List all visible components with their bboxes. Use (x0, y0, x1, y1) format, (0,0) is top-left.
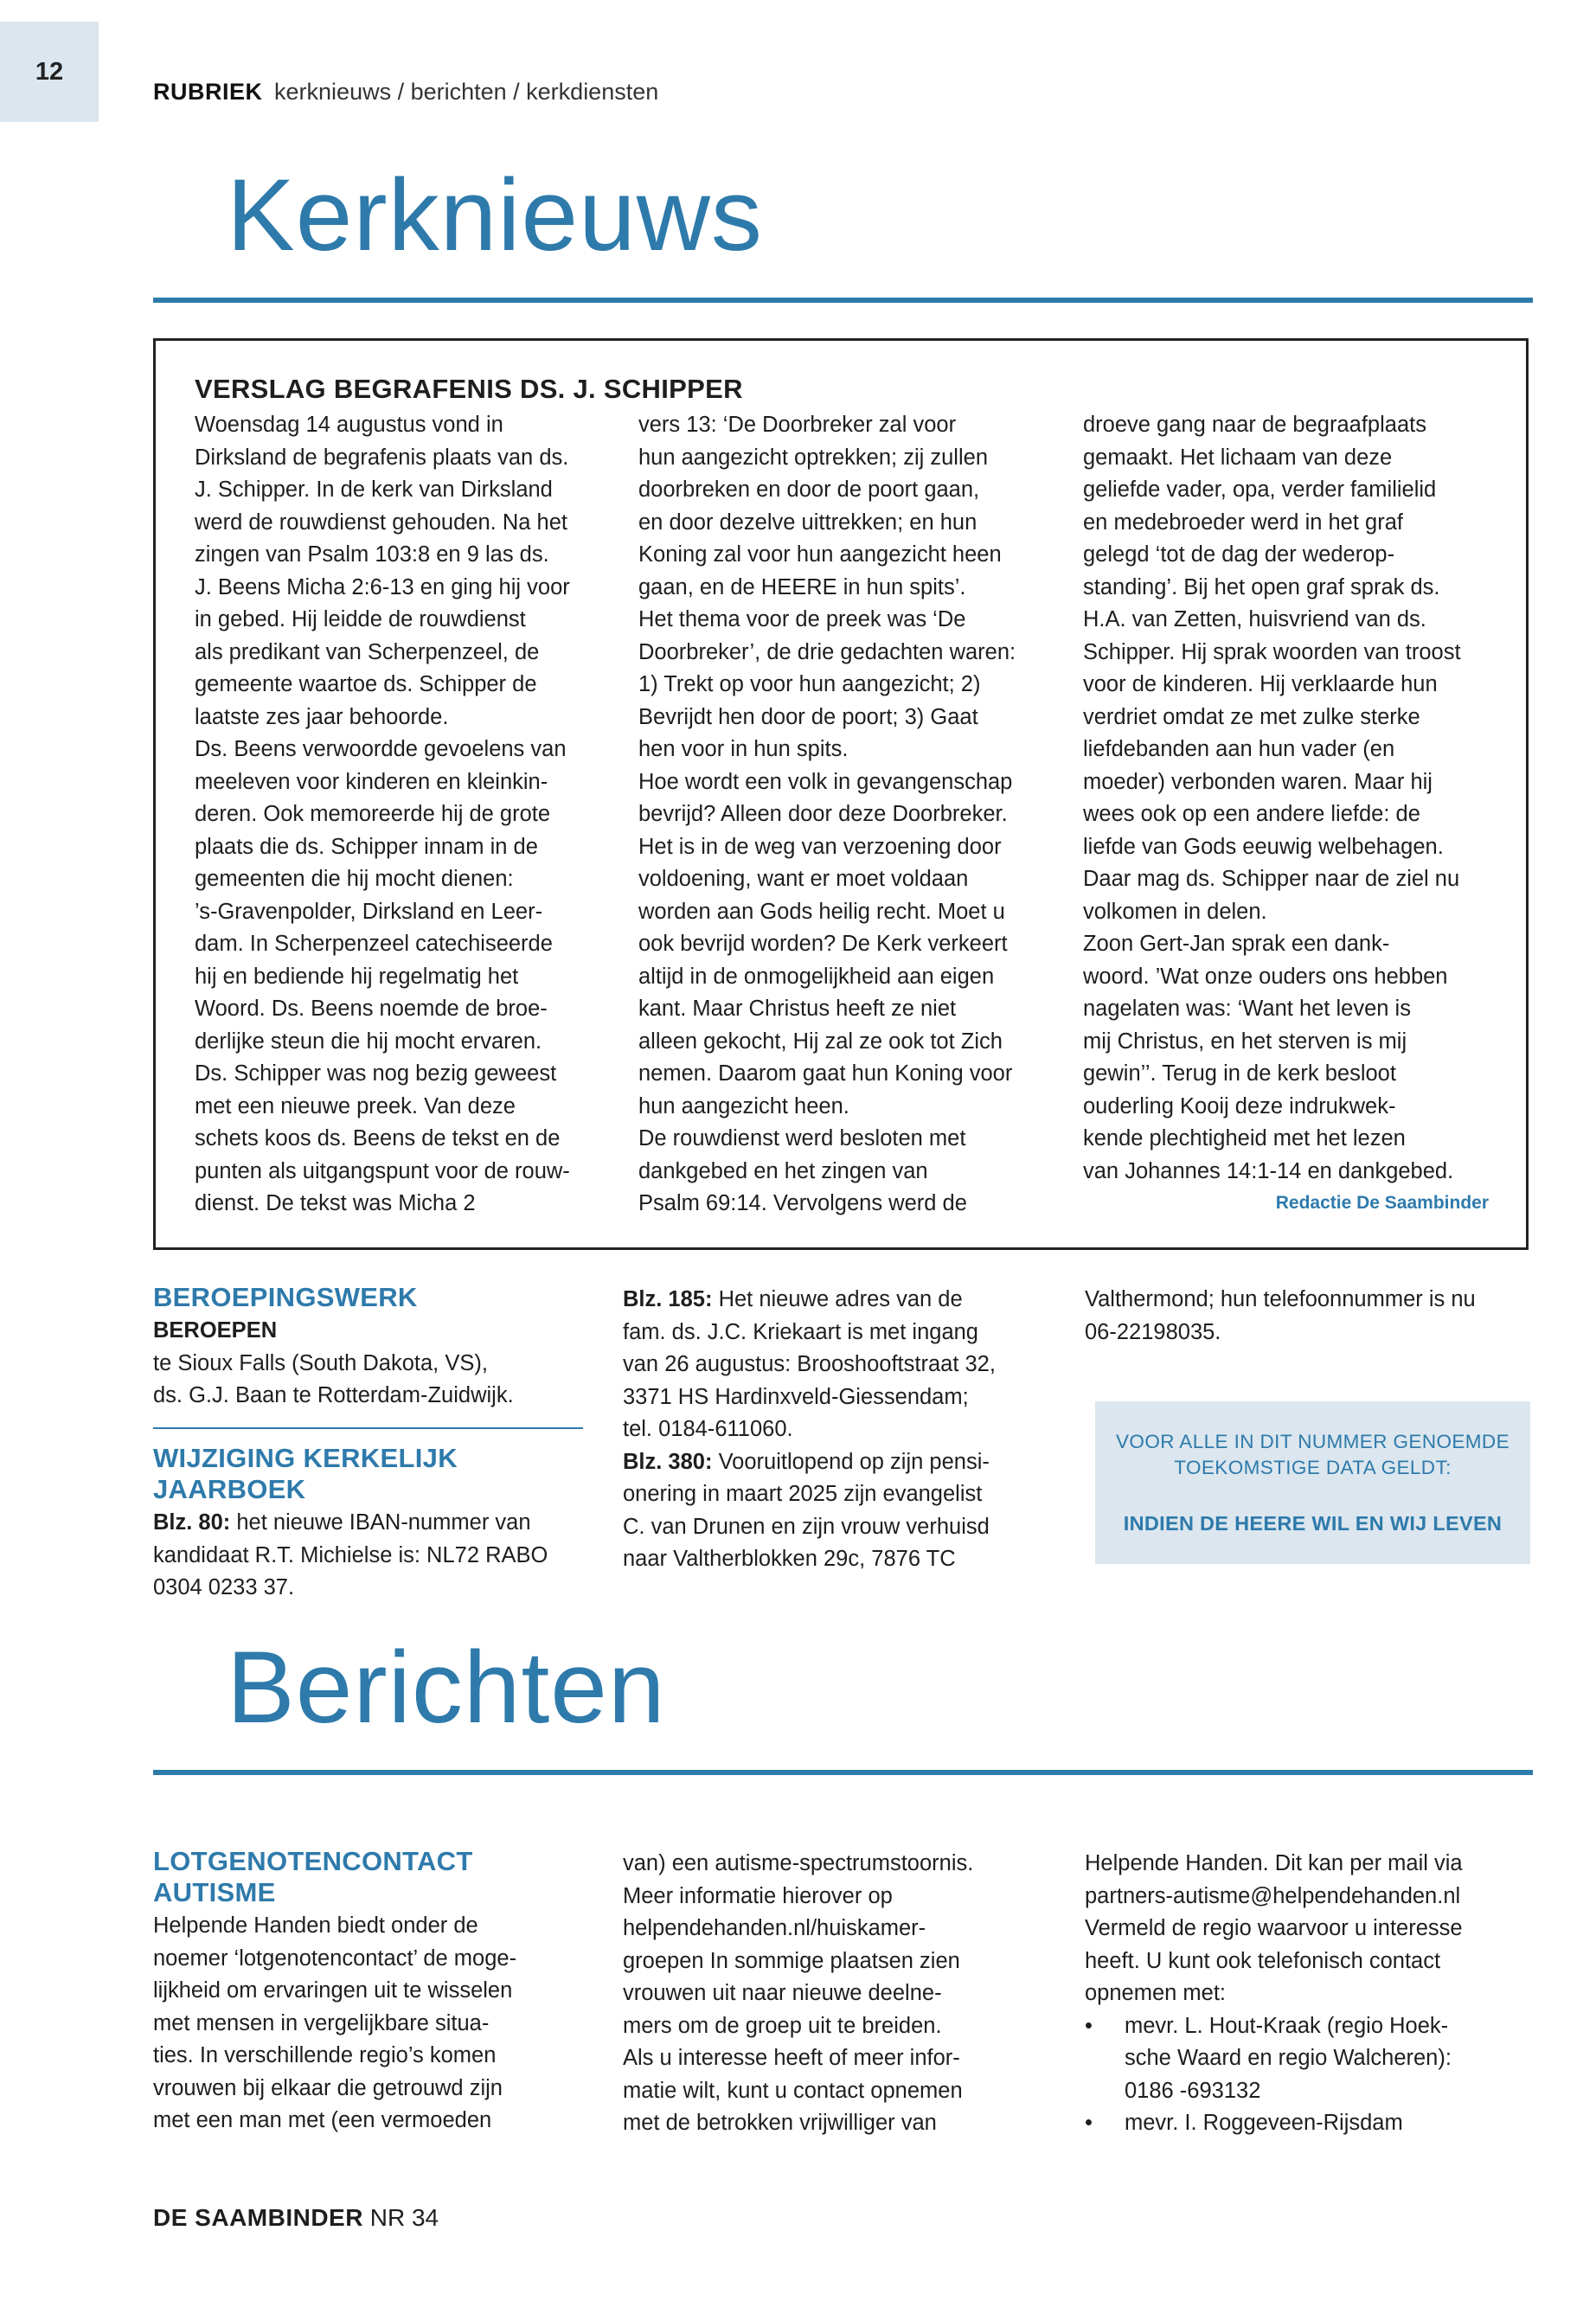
text-line: lijkheid om ervaringen uit te wisselen (153, 1978, 513, 2003)
text-line: Ds. Beens verwoordde gevoelens van (195, 737, 567, 761)
jaarboek-entry-185: Blz. 185: Het nieuwe adres van de fam. ds. J.C. Kriekaart is met ingang van 26 augustus: Brooshooftstraat 32, 3371 HS Hardinxveld-Giessendam; tel. 0184-611060. (623, 1284, 1064, 1446)
rubriek-breadcrumb (153, 79, 658, 106)
section-title-berichten: Berichten (227, 1631, 666, 1745)
notice-line-2: TOEKOMSTIGE DATA GELDT: (1174, 1457, 1452, 1478)
text-line: • mevr. L. Hout-Kraak (regio Hoek- (1125, 2013, 1449, 2038)
beroepingswerk-heading: BEROEPINGSWERK (153, 1282, 418, 1312)
text-line: fam. ds. J.C. Kriekaart is met ingang (623, 1319, 978, 1344)
text-line: Vermeld de regio waarvoor u interesse (1085, 1916, 1463, 1940)
section-title-kerknieuws: Kerknieuws (227, 158, 763, 272)
text-line: Woord. Ds. Beens noemde de broe- (195, 997, 548, 1021)
text-line: alleen gekocht, Hij zal ze ook tot Zich (638, 1029, 1003, 1054)
article-signature: Redactie De Saambinder (1275, 1193, 1489, 1213)
text-line: van 26 augustus: Brooshooftstraat 32, (623, 1352, 996, 1376)
text-line: J. Schipper. In de kerk van Dirksland (195, 478, 553, 502)
text-line: ook bevrijd worden? De Kerk verkeert (638, 932, 1008, 956)
text-line: 0304 0233 37. (153, 1575, 295, 1599)
text-line: met een nieuwe preek. Van deze (195, 1093, 516, 1118)
text-line: hij en bediende hij regelmatig het (195, 964, 519, 989)
text-line: hun aangezicht heen. (638, 1093, 849, 1118)
notice-box (1095, 1401, 1530, 1564)
text-line: C. van Drunen en zijn vrouw verhuisd (623, 1514, 990, 1539)
text-line: zingen van Psalm 103:8 en 9 las ds. (195, 542, 549, 567)
contact-item (1085, 2010, 1535, 2108)
text-line: Meer informatie hierover op (623, 1883, 893, 1908)
text-line: partners-autisme@helpendehanden.nl (1085, 1883, 1461, 1908)
text-line: Dirksland de begrafenis plaats van ds. (195, 445, 569, 470)
text-line: altijd in de onmogelijkheid aan eigen (638, 964, 995, 989)
jaarboek-entries-col2 (623, 1284, 1064, 1576)
text-line: nemen. Daarom gaat hun Koning voor (638, 1061, 1013, 1086)
lotgenoten-col-1 (153, 1910, 586, 2138)
lotgenoten-heading: LOTGENOTENCONTACT AUTISME (153, 1846, 473, 1907)
text-line: woord. ’Wat onze ouders ons hebben (1083, 964, 1448, 989)
text-line: Helpende Handen biedt onder de (153, 1913, 478, 1938)
text-line: meeleven voor kinderen en kleinkin- (195, 769, 548, 794)
text-line: Helpende Handen. Dit kan per mail via (1085, 1851, 1463, 1875)
text-line: Schipper. Hij sprak woorden van troost (1083, 639, 1461, 664)
text-line: punten als uitgangspunt voor de rouw- (195, 1158, 570, 1183)
text-line: in gebed. Hij leidde de rouwdienst (195, 607, 526, 631)
rubriek-path: kerknieuws / berichten / kerkdiensten (274, 79, 659, 105)
text-line: Koning zal voor hun aangezicht heen (638, 542, 1002, 567)
text-line: worden aan Gods heilig recht. Moet u (638, 899, 1005, 924)
contact-list (1085, 2010, 1535, 2140)
text-line: met een man met (een vermoeden (153, 2108, 492, 2132)
text-line: kant. Maar Christus heeft ze niet (638, 997, 957, 1021)
text-line: ’s-Gravenpolder, Dirksland en Leer- (195, 899, 543, 924)
text-line: ties. In verschillende regio’s komen (153, 2043, 497, 2067)
beroepingswerk-block (153, 1282, 586, 1413)
text-line: bevrijd? Alleen door deze Doorbreker. (638, 802, 1008, 826)
section-rule (153, 298, 1533, 303)
text-line: gemeente waartoe ds. Schipper de (195, 672, 537, 696)
text-line: mers om de groep uit te breiden. (623, 2013, 942, 2038)
rubriek-label: RUBRIEK (153, 79, 263, 105)
text-line: liefdebanden aan hun vader (en (1083, 737, 1395, 761)
article-col-3 (1083, 409, 1490, 1188)
text-line: vers 13: ‘De Doorbreker zal voor (638, 413, 957, 437)
text-line: derlijke steun die hij mocht ervaren. (195, 1029, 542, 1054)
text-line: onering in maart 2025 zijn evangelist (623, 1482, 983, 1506)
entry-ref: Blz. 380: (623, 1449, 713, 1474)
text-line: van) een autisme-spectrumstoornis. (623, 1851, 974, 1875)
text-line: hen voor in hun spits. (638, 737, 849, 761)
text-line: gewin’’. Terug in de kerk besloot (1083, 1061, 1396, 1086)
text-line: gemaakt. Het lichaam van deze (1083, 445, 1393, 470)
text-line: opnemen met: (1085, 1981, 1227, 2005)
text-line: hun aangezicht optrekken; zij zullen (638, 445, 989, 470)
text-line: J. Beens Micha 2:6-13 en ging hij voor (195, 574, 570, 599)
text-line: wees ook op een andere liefde: de (1083, 802, 1420, 826)
text-line: doorbreken en door de poort gaan, (638, 478, 980, 502)
text-line: dankgebed en het zingen van (638, 1158, 928, 1183)
text-line: noemer ‘lotgenotencontact’ de moge- (153, 1945, 517, 1971)
text-line: schets koos ds. Beens de tekst en de (195, 1126, 561, 1150)
text-line: gelegd ‘tot de dag der wederop- (1083, 542, 1395, 567)
text-line: Daar mag ds. Schipper naar de ziel nu (1083, 867, 1460, 891)
jaarboek-entry-380-cont (1085, 1284, 1535, 1349)
divider-rule (153, 1427, 583, 1429)
text-line: met mensen in vergelijkbare situa- (153, 2010, 490, 2035)
text-line: gaan, en de HEERE in hun spits’. (638, 574, 966, 599)
text-line: Hoe wordt een volk in gevangenschap (638, 769, 1013, 794)
text-line: 06-22198035. (1085, 1319, 1221, 1344)
jaarboek-block (153, 1443, 594, 1605)
text-line: groepen In sommige plaatsen zien (623, 1948, 960, 1973)
jaarboek-heading: WIJZIGING KERKELIJK JAARBOEK (153, 1443, 458, 1504)
text-line: Het is in de weg van verzoening door (638, 834, 1002, 859)
text-line: Bevrijdt hen door de poort; 3) Gaat (638, 704, 978, 729)
beroepen-subheading: BEROEPEN (153, 1318, 278, 1343)
text-line: ouderling Kooij deze indrukwek- (1083, 1093, 1396, 1118)
text-line: matie wilt, kunt u contact opnemen (623, 2078, 963, 2103)
text-line: Zoon Gert-Jan sprak een dank- (1083, 932, 1390, 956)
text-line: naar Valtherblokken 29c, 7876 TC (623, 1547, 956, 1571)
text-line: heeft. U kunt ook telefonisch contact (1085, 1948, 1441, 1973)
article-col-2 (638, 409, 1045, 1221)
text-line: De rouwdienst werd besloten met (638, 1126, 966, 1150)
footer-magazine: DE SAAMBINDER (153, 2204, 363, 2231)
text-line: nagelaten was: ‘Want het leven is (1083, 997, 1411, 1021)
text-line: tel. 0184-611060. (623, 1417, 793, 1441)
text-line: Als u interesse heeft of meer infor- (623, 2046, 960, 2070)
lotgenoten-block (153, 1846, 586, 2138)
text-line: vrouwen uit naar nieuwe deelne- (623, 1981, 942, 2005)
text-line: en door dezelve uittrekken; en hun (638, 510, 977, 535)
text-line: Het thema voor de preek was ‘De (638, 607, 966, 631)
text-line: voldoening, want er moet voldaan (638, 867, 969, 891)
lotgenoten-col-2 (623, 1848, 1055, 2140)
text-line: ds. G.J. Baan te Rotterdam-Zuidwijk. (153, 1383, 514, 1407)
text-line: als predikant van Scherpenzeel, de (195, 639, 540, 664)
beroepen-text (153, 1348, 586, 1413)
notice-line-3: INDIEN DE HEERE WIL EN WIJ LEVEN (1123, 1512, 1503, 1535)
text-line: plaats die ds. Schipper innam in de (195, 834, 538, 859)
lotgenoten-col-3 (1085, 1848, 1535, 2140)
text-line: verdriet omdat ze met zulke sterke (1083, 704, 1420, 729)
page-number: 12 (0, 22, 99, 122)
footer-issue: NR 34 (369, 2204, 439, 2231)
text-line: dam. In Scherpenzeel catechiseerde (195, 932, 553, 956)
text-line: droeve gang naar de begraafplaats (1083, 413, 1426, 437)
text-line: geliefde vader, opa, verder familielid (1083, 478, 1437, 502)
text-line: 3371 HS Hardinxveld-Giessendam; (623, 1384, 969, 1409)
text-line: en medebroeder werd in het graf (1083, 510, 1403, 535)
article-title: VERSLAG BEGRAFENIS DS. J. SCHIPPER (195, 374, 743, 404)
text-line: laatste zes jaar behoorde. (195, 704, 449, 729)
text-line: gemeenten die hij mocht dienen: (195, 867, 514, 891)
notice-line-1: VOOR ALLE IN DIT NUMMER GENOEMDE (1116, 1431, 1509, 1452)
text-line: kende plechtigheid met het lezen (1083, 1126, 1406, 1150)
jaarboek-entry-380: Blz. 380: Vooruitlopend op zijn pensi- onering in maart 2025 zijn evangelist C. van Drunen en zijn vrouw verhuisd naar Valtherblokken 29c, 7876 TC (623, 1446, 1064, 1576)
text-line: volkomen in delen. (1083, 899, 1267, 924)
text-line: • mevr. I. Roggeveen-Rijsdam (1125, 2111, 1403, 2135)
text-line: Valthermond; hun telefoonnummer is nu (1085, 1287, 1476, 1311)
text-line: met de betrokken vrijwilliger van (623, 2111, 937, 2135)
article-col-1 (195, 409, 601, 1221)
text-line: 0186 -693132 (1125, 2078, 1261, 2103)
text-line: dienst. De tekst was Micha 2 (195, 1191, 476, 1215)
text-line: van Johannes 14:1-14 en dankgebed. (1083, 1158, 1454, 1183)
text-line: H.A. van Zetten, huisvriend van ds. (1083, 607, 1426, 631)
text-line: Woensdag 14 augustus vond in (195, 413, 503, 437)
text-line: helpendehanden.nl/huiskamer- (623, 1916, 926, 1940)
text-line: deren. Ook memoreerde hij de grote (195, 802, 551, 826)
text-line: sche Waard en regio Walcheren): (1125, 2046, 1452, 2070)
text-line: vrouwen bij elkaar die getrouwd zijn (153, 2075, 503, 2100)
text-line: standing’. Bij het open graf sprak ds. (1083, 574, 1440, 599)
text-line: moeder) verbonden waren. Maar hij (1083, 769, 1433, 794)
jaarboek-entry-80: Blz. 80: het nieuwe IBAN-nummer van kandidaat R.T. Michielse is: NL72 RABO 0304 0233 37. (153, 1507, 594, 1605)
text-line: 1) Trekt op voor hun aangezicht; 2) (638, 672, 981, 696)
contact-item (1085, 2107, 1535, 2140)
text-line: voor de kinderen. Hij verklaarde hun (1083, 672, 1438, 696)
text-line: liefde van Gods eeuwig welbehagen. (1083, 834, 1444, 859)
text-line: kandidaat R.T. Michielse is: NL72 RABO (153, 1542, 548, 1567)
footer (153, 2204, 439, 2232)
text-line: Doorbreker’, de drie gedachten waren: (638, 639, 1016, 664)
entry-ref: Blz. 185: (623, 1287, 713, 1311)
text-line: Ds. Schipper was nog bezig geweest (195, 1061, 557, 1086)
text-line: mij Christus, en het sterven is mij (1083, 1029, 1407, 1054)
entry-ref: Blz. 80: (153, 1510, 231, 1535)
text-line: te Sioux Falls (South Dakota, VS), (153, 1350, 488, 1375)
section-rule (153, 1770, 1533, 1775)
text-line: werd de rouwdienst gehouden. Na het (195, 510, 567, 535)
text-line: Psalm 69:14. Vervolgens werd de (638, 1191, 967, 1215)
